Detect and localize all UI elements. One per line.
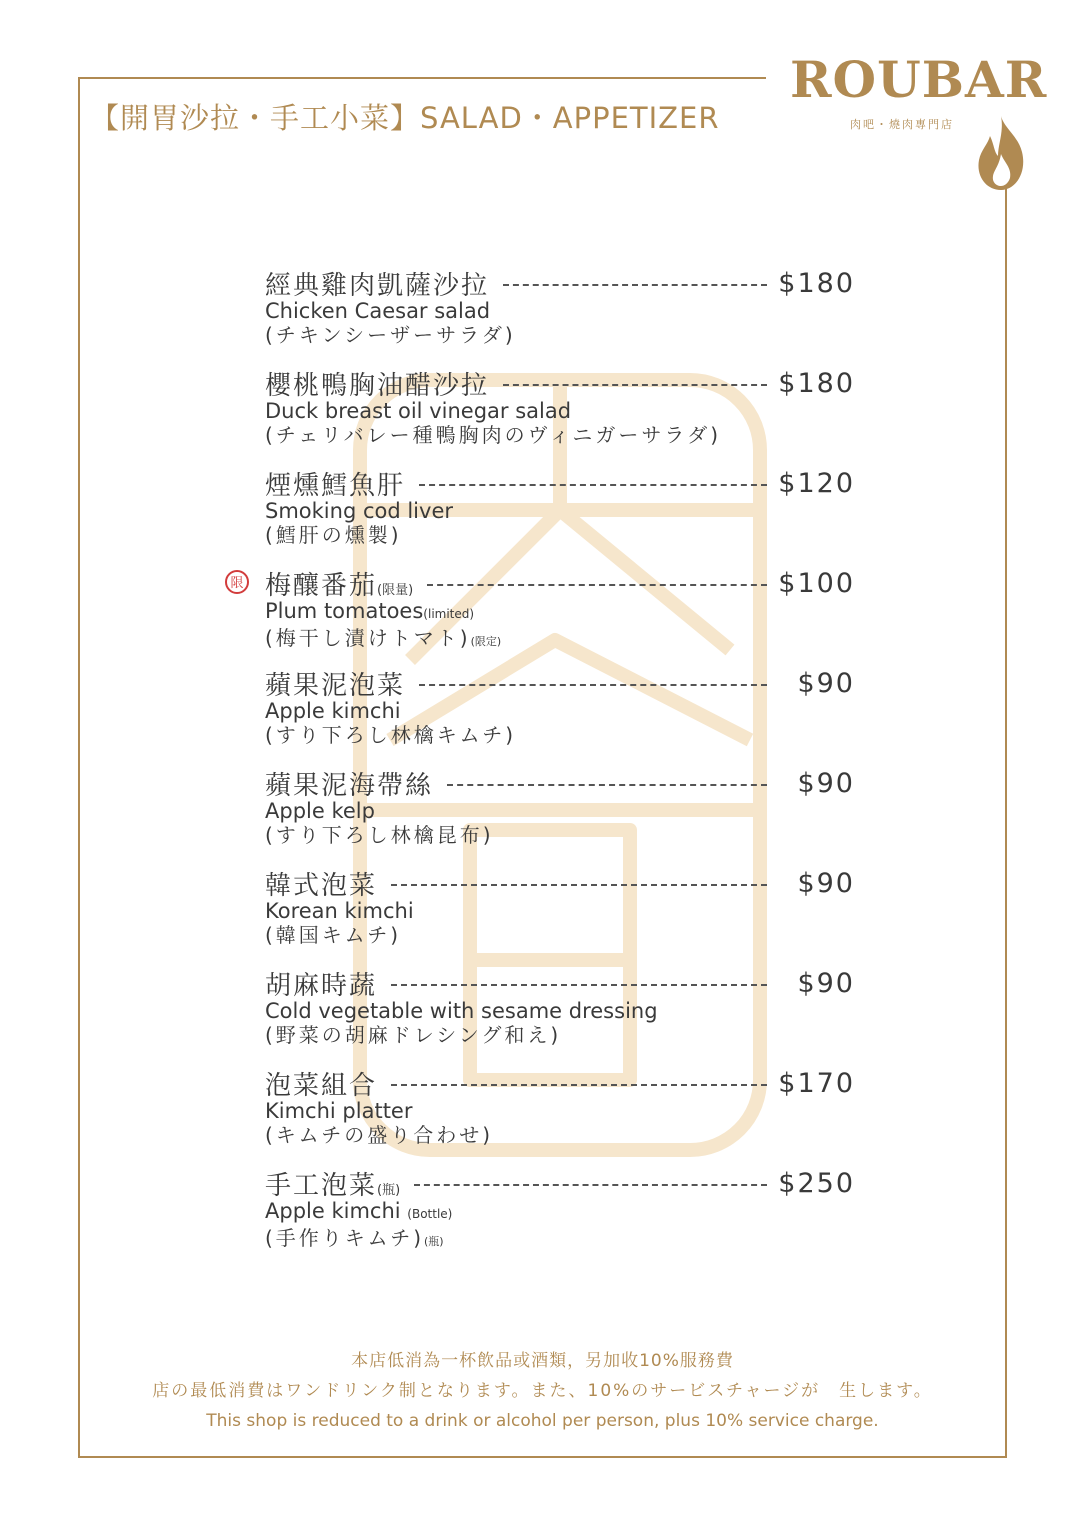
notice-en: This shop is reduced to a drink or alcohol per person, plus 10% service charge. <box>206 1411 879 1431</box>
item-price: $120 <box>778 467 855 499</box>
item-name-jp: (すり下ろし林檎昆布) <box>265 823 494 847</box>
item-price: $100 <box>778 567 855 599</box>
item-name-en: Apple kelp <box>265 799 375 823</box>
menu-item <box>265 266 855 366</box>
item-name-jp: (鱈肝の燻製) <box>265 523 402 547</box>
menu-item-limited <box>230 566 855 666</box>
item-price: $90 <box>797 767 855 799</box>
menu-item <box>265 366 855 466</box>
dot-leader <box>503 384 767 386</box>
item-name-jp: (すり下ろし林檎キムチ) <box>265 723 517 747</box>
menu-item <box>265 466 855 566</box>
menu-list <box>230 266 855 1266</box>
dot-leader <box>391 884 767 886</box>
dot-leader <box>391 984 767 986</box>
flame-icon <box>974 114 1028 192</box>
dot-leader <box>419 484 767 486</box>
dot-leader <box>414 1184 767 1186</box>
dot-leader <box>391 1084 767 1086</box>
item-name-jp: (チキンシーザーサラダ) <box>265 323 516 347</box>
item-name-en: Cold vegetable with sesame dressing <box>265 999 658 1023</box>
logo-name: ROUBAR <box>790 50 1048 109</box>
menu-item <box>265 866 855 966</box>
item-name-en: Korean kimchi <box>265 899 414 923</box>
item-name-en: Smoking cod liver <box>265 499 453 523</box>
dot-leader <box>427 584 767 586</box>
item-price: $90 <box>797 967 855 999</box>
item-name-zh: 櫻桃鴨胸油醋沙拉 <box>265 370 490 401</box>
item-name-zh: 煙燻鱈魚肝 <box>265 470 406 501</box>
item-name-zh: 蘋果泥海帶絲 <box>265 770 434 801</box>
item-name-jp: (キムチの盛り合わせ) <box>265 1123 494 1147</box>
menu-item <box>265 666 855 766</box>
roubar-logo <box>786 50 1048 200</box>
notice-zh: 本店低消為一杯飲品或酒類，另加收10%服務費 <box>351 1351 734 1371</box>
item-note-en: (limited) <box>423 607 475 621</box>
item-note-jp: (限定) <box>470 635 502 648</box>
item-name-en: Apple kimchi <box>265 699 401 723</box>
item-price: $90 <box>797 867 855 899</box>
item-name-zh: 梅釀番茄(限量) <box>265 570 414 601</box>
dot-leader <box>447 784 767 786</box>
item-price: $180 <box>778 367 855 399</box>
item-price: $180 <box>778 267 855 299</box>
menu-item <box>265 1166 855 1266</box>
item-name-jp: (手作りキムチ)(瓶) <box>265 1226 444 1250</box>
item-name-zh: 手工泡菜(瓶) <box>265 1170 401 1201</box>
service-charge-notice <box>80 1346 1005 1436</box>
item-price: $250 <box>778 1167 855 1199</box>
item-name-en: Apple kimchi (Bottle) <box>265 1199 453 1223</box>
item-price: $90 <box>797 667 855 699</box>
item-note-zh: (限量) <box>377 582 414 598</box>
item-name-zh: 胡麻時蔬 <box>265 970 378 1001</box>
menu-item <box>265 966 855 1066</box>
menu-item <box>265 766 855 866</box>
item-name-en: Kimchi platter <box>265 1099 413 1123</box>
item-name-jp: (野菜の胡麻ドレシング和え) <box>265 1023 562 1047</box>
item-name-en: Chicken Caesar salad <box>265 299 491 323</box>
menu-item <box>265 1066 855 1166</box>
item-name-zh: 泡菜組合 <box>265 1070 378 1101</box>
dot-leader <box>503 284 767 286</box>
item-name-zh: 蘋果泥泡菜 <box>265 670 406 701</box>
notice-jp: 店の最低消費はワンドリンク制となります。また、10%のサービスチャージが 生します。 <box>152 1381 933 1401</box>
item-price: $170 <box>778 1067 855 1099</box>
item-name-zh: 韓式泡菜 <box>265 870 378 901</box>
item-name-zh: 經典雞肉凱薩沙拉 <box>265 270 490 301</box>
item-name-jp: (チェリバレー種鴨胸肉のヴィニガーサラダ) <box>265 423 722 447</box>
limited-badge: 限 <box>225 570 249 594</box>
item-note-zh: (瓶) <box>377 1182 401 1198</box>
dot-leader <box>419 684 767 686</box>
logo-subtitle: 肉吧・燒肉專門店 <box>850 118 954 131</box>
section-heading: 【開胃沙拉・手工小菜】SALAD・APPETIZER <box>90 101 720 135</box>
item-note-jp: (瓶) <box>424 1235 444 1248</box>
item-name-jp: (韓国キムチ) <box>265 923 402 947</box>
item-name-en: Duck breast oil vinegar salad <box>265 399 572 423</box>
item-note-en: (Bottle) <box>407 1207 453 1221</box>
item-name-en: Plum tomatoes(limited) <box>265 599 475 623</box>
item-name-jp: (梅干し漬けトマト)(限定) <box>265 626 502 650</box>
